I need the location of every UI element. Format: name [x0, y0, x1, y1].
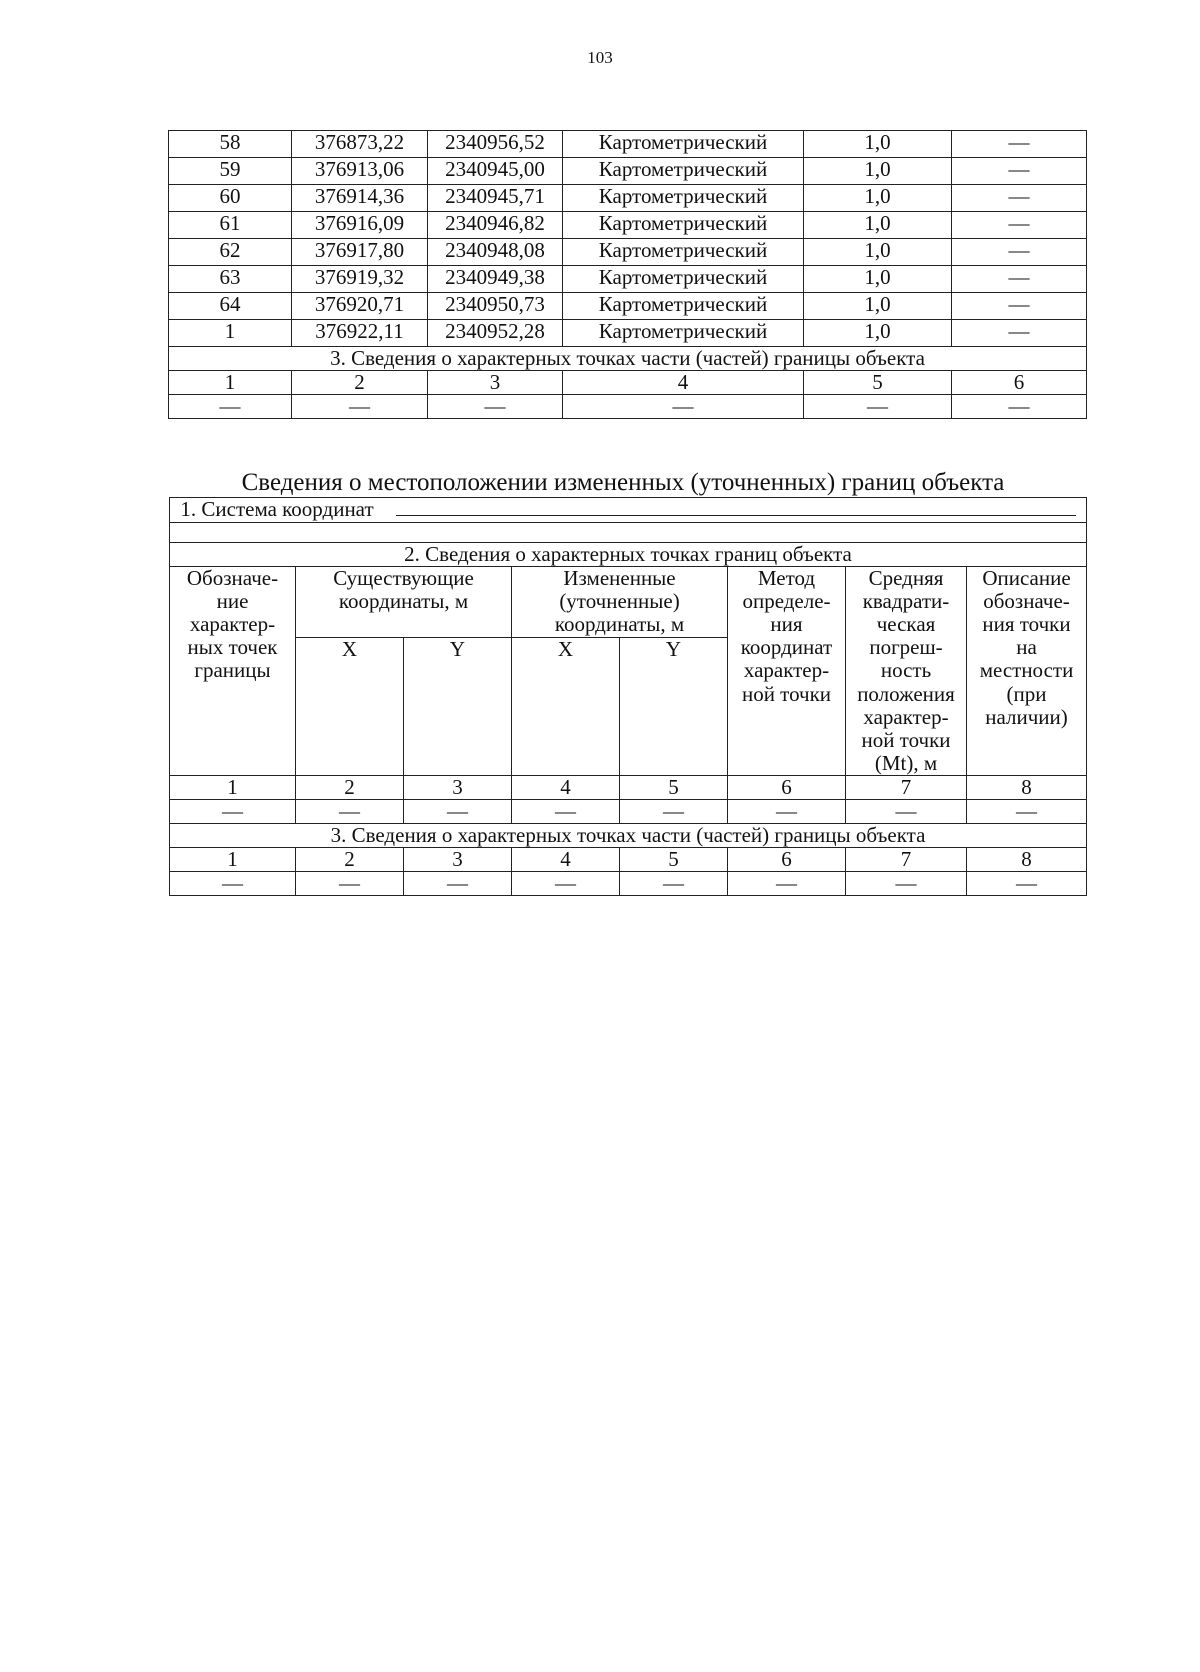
cell-coord-y: 2340949,38: [428, 266, 563, 293]
table-cell: 1: [169, 371, 292, 395]
header-line: координаты, м: [338, 589, 469, 614]
cell-method: Картометрический: [563, 293, 804, 320]
header-line: ческая: [876, 612, 936, 637]
cell-method: Картометрический: [563, 266, 804, 293]
header-line: Метод: [757, 566, 816, 591]
table-cell: —: [512, 872, 620, 896]
table-cell: 1: [170, 848, 296, 872]
cell-description: —: [952, 293, 1087, 320]
header-line: характер-: [863, 704, 949, 729]
section3-row: [169, 347, 1087, 371]
cell-description: —: [952, 158, 1087, 185]
cell-coord-x: 376916,09: [292, 212, 428, 239]
table-cell: 5: [804, 371, 952, 395]
table-cell: 2: [292, 371, 428, 395]
cell-description: —: [952, 320, 1087, 347]
cell-mean-error: 1,0: [804, 239, 952, 266]
cell-point-number: 1: [169, 320, 292, 347]
header-line: координат: [740, 635, 833, 660]
table-cell: 6: [728, 848, 846, 872]
table-row: [169, 320, 1087, 347]
cell-method: Картометрический: [563, 131, 804, 158]
table-cell: 4: [563, 371, 804, 395]
header-line: местности: [979, 658, 1074, 683]
table-cell: 5: [620, 775, 728, 799]
table-cell: —: [728, 800, 846, 824]
table-cell: 3: [404, 775, 512, 799]
cell-mean-error: 1,0: [804, 266, 952, 293]
table-cell: 8: [967, 775, 1087, 799]
table-cell: —: [296, 872, 404, 896]
table-row: [169, 266, 1087, 293]
cell-method: Картометрический: [563, 158, 804, 185]
table-cell: 1: [170, 775, 296, 799]
coordinates-table-body: [169, 131, 1087, 419]
cell-method: Картометрический: [563, 212, 804, 239]
section2-title: 2. Сведения о характерных точках границ объекта: [170, 543, 1087, 567]
header-line: определе-: [742, 589, 831, 614]
cell-description: —: [952, 212, 1087, 239]
header-existing-y: Y: [404, 637, 512, 775]
table-cell: —: [404, 800, 512, 824]
cell-method: Картометрический: [563, 320, 804, 347]
header-line: ной точки: [861, 727, 951, 752]
header-line: Измененные: [563, 566, 676, 591]
table-row: [169, 239, 1087, 266]
header-line: (при: [1006, 681, 1047, 706]
cell-mean-error: 1,0: [804, 293, 952, 320]
cell-coord-y: 2340956,52: [428, 131, 563, 158]
cell-coord-y: 2340946,82: [428, 212, 563, 239]
header-line: (уточненные): [559, 589, 680, 614]
coord-system-row: [170, 498, 1087, 523]
cell-coord-y: 2340948,08: [428, 239, 563, 266]
header-line: положения: [857, 681, 955, 706]
table-cell: —: [169, 395, 292, 419]
section3-dash-row: [170, 872, 1087, 896]
cell-method: Картометрический: [563, 185, 804, 212]
header-line: характер-: [189, 612, 276, 637]
header-line: Существующие: [333, 566, 474, 591]
table-cell: —: [296, 800, 404, 824]
table-row: [169, 185, 1087, 212]
header-line: Описание: [982, 566, 1071, 591]
table-cell: —: [170, 800, 296, 824]
changed-boundaries-table: [169, 497, 1087, 896]
table-cell: 7: [846, 775, 967, 799]
coordinates-table: [168, 130, 1087, 419]
header-line: погреш-: [869, 635, 943, 660]
header-line: ность: [880, 658, 932, 683]
table-cell: —: [846, 800, 967, 824]
table-cell: —: [804, 395, 952, 419]
table-cell: —: [620, 872, 728, 896]
section3-numbers-row: [170, 848, 1087, 872]
cell-mean-error: 1,0: [804, 185, 952, 212]
header-mean-error: [846, 567, 967, 776]
section3-title: 3. Сведения о характерных точках части (частей) границы объекта: [169, 347, 1087, 371]
header-line: ных точек: [187, 635, 278, 660]
cell-coord-y: 2340945,71: [428, 185, 563, 212]
header-line: ние: [216, 589, 249, 614]
cell-point-number: 62: [169, 239, 292, 266]
cell-coord-x: 376873,22: [292, 131, 428, 158]
table-cell: 6: [728, 775, 846, 799]
section3-title: 3. Сведения о характерных точках части (частей) границы объекта: [170, 824, 1087, 848]
table-cell: —: [620, 800, 728, 824]
cell-point-number: 64: [169, 293, 292, 320]
cell-point-number: 63: [169, 266, 292, 293]
header-line: ния: [770, 612, 803, 637]
table-cell: 5: [620, 848, 728, 872]
table-cell: —: [404, 872, 512, 896]
cell-point-number: 58: [169, 131, 292, 158]
section-title: Сведения о местоположении измененных (уточненных) границ объекта: [241, 469, 1005, 496]
coord-system-label: 1. Система координат: [180, 497, 374, 521]
header-method: [728, 567, 846, 776]
cell-coord-x: 376917,80: [292, 239, 428, 266]
table-cell: —: [170, 872, 296, 896]
header-existing-x: X: [296, 637, 404, 775]
table-cell: 3: [428, 371, 563, 395]
header-line: характер-: [743, 658, 830, 683]
header-line: координаты, м: [554, 612, 685, 637]
cell-description: —: [952, 185, 1087, 212]
header-line: квадрати-: [862, 589, 950, 614]
header-line: Средняя: [868, 566, 944, 591]
table-row: [169, 212, 1087, 239]
cell-description: —: [952, 239, 1087, 266]
table-cell: 2: [296, 848, 404, 872]
header-changed-y: Y: [620, 637, 728, 775]
cell-method: Картометрический: [563, 239, 804, 266]
cell-coord-y: 2340952,28: [428, 320, 563, 347]
coord-system-blank-line: [396, 501, 1076, 516]
header-existing-coordinates: [296, 567, 512, 637]
header-line: (Mt), м: [874, 750, 938, 775]
table-cell: 4: [512, 848, 620, 872]
table-row: [169, 131, 1087, 158]
cell-coord-x: 376919,32: [292, 266, 428, 293]
header-changed-x: X: [512, 637, 620, 775]
table-cell: —: [952, 395, 1087, 419]
cell-point-number: 61: [169, 212, 292, 239]
table-row: [169, 158, 1087, 185]
header-changed-coordinates: [512, 567, 728, 637]
section3-numbers-row: [169, 371, 1087, 395]
header-line: границы: [194, 658, 271, 683]
header-description: [967, 567, 1087, 776]
cell-coord-x: 376922,11: [292, 320, 428, 347]
header-line: Обозначе-: [186, 566, 279, 591]
table-cell: —: [967, 872, 1087, 896]
cell-coord-y: 2340950,73: [428, 293, 563, 320]
header-designation: [170, 567, 296, 776]
table-cell: —: [292, 395, 428, 419]
table-cell: 3: [404, 848, 512, 872]
cell-point-number: 59: [169, 158, 292, 185]
header-line: ния точки: [982, 612, 1071, 637]
cell-mean-error: 1,0: [804, 212, 952, 239]
cell-mean-error: 1,0: [804, 131, 952, 158]
table-cell: 7: [846, 848, 967, 872]
table-cell: 2: [296, 775, 404, 799]
column-numbers-row: [170, 775, 1087, 799]
cell-description: —: [952, 131, 1087, 158]
cell-coord-x: 376920,71: [292, 293, 428, 320]
cell-coord-y: 2340945,00: [428, 158, 563, 185]
dash-row: [170, 800, 1087, 824]
table-cell: —: [512, 800, 620, 824]
cell-mean-error: 1,0: [804, 158, 952, 185]
cell-coord-x: 376913,06: [292, 158, 428, 185]
table-cell: 8: [967, 848, 1087, 872]
table-cell: 6: [952, 371, 1087, 395]
table-cell: —: [846, 872, 967, 896]
header-line: обозначе-: [983, 589, 1070, 614]
table-cell: 4: [512, 775, 620, 799]
empty-row: [170, 523, 1087, 543]
header-line: наличии): [985, 704, 1068, 729]
table-cell: —: [428, 395, 563, 419]
header-line: ной точки: [741, 681, 832, 706]
cell-coord-x: 376914,36: [292, 185, 428, 212]
page-number: 103: [587, 48, 613, 67]
cell-description: —: [952, 266, 1087, 293]
table-row: [169, 293, 1087, 320]
cell-mean-error: 1,0: [804, 320, 952, 347]
table-cell: —: [967, 800, 1087, 824]
section3-dash-row: [169, 395, 1087, 419]
cell-point-number: 60: [169, 185, 292, 212]
table-cell: —: [728, 872, 846, 896]
header-line: на: [1016, 635, 1037, 660]
table-cell: —: [563, 395, 804, 419]
